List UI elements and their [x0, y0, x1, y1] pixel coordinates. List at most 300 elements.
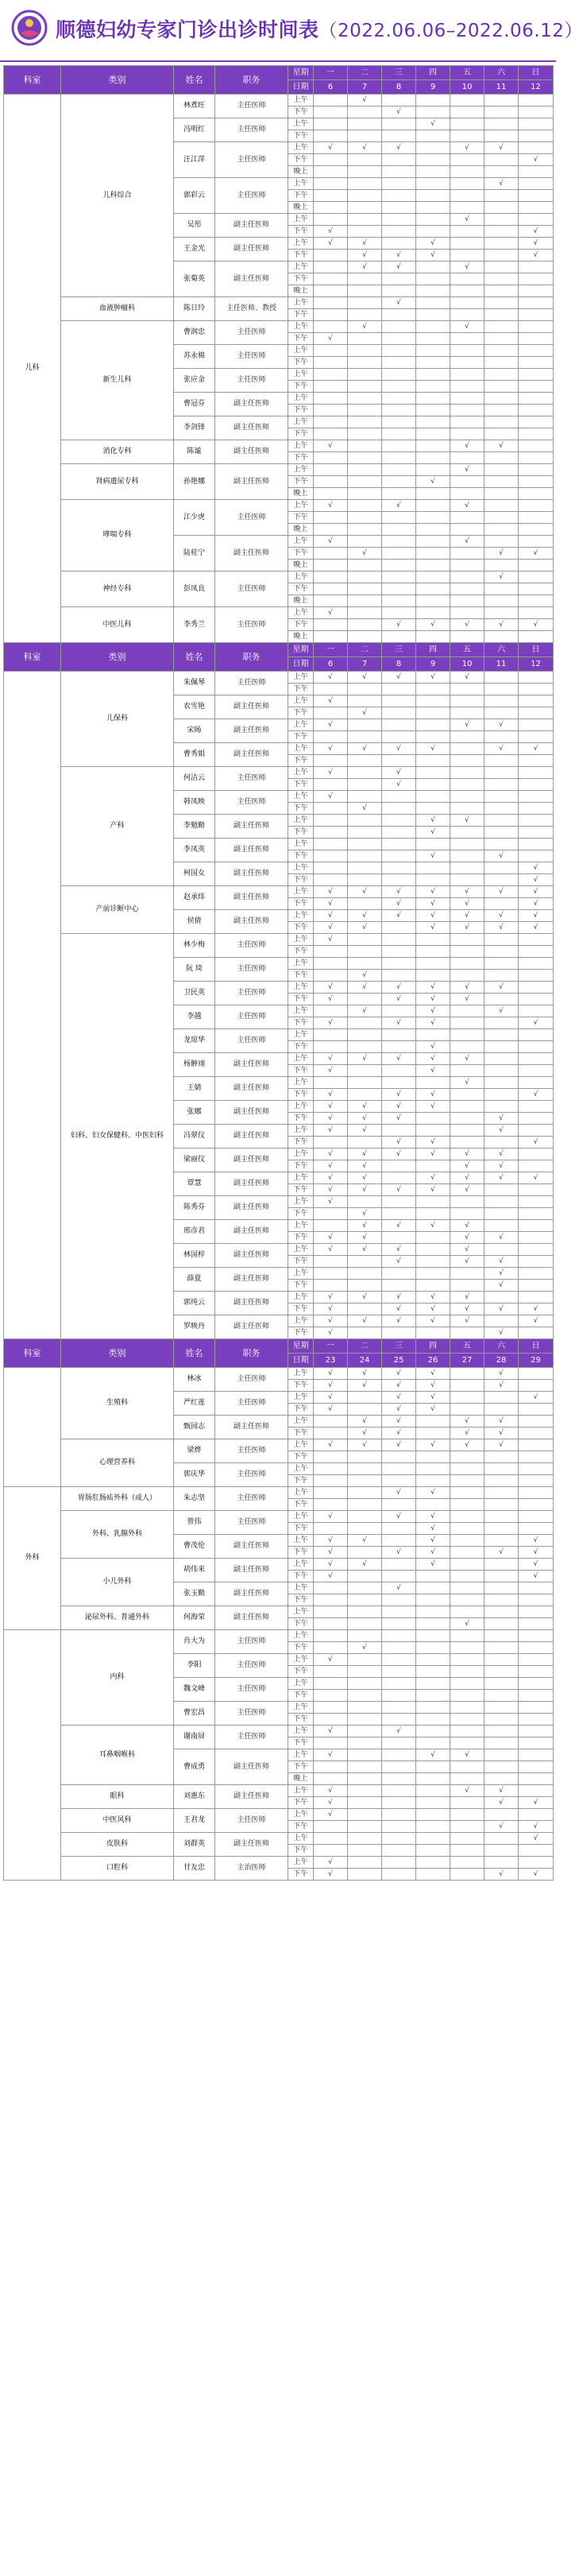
empty-slot — [519, 1208, 554, 1220]
empty-slot — [450, 1535, 485, 1547]
period-label: 下午 — [288, 827, 314, 839]
check-mark: √ — [450, 214, 485, 226]
empty-slot — [314, 1487, 348, 1499]
empty-slot — [519, 1149, 554, 1160]
empty-slot — [314, 95, 348, 107]
empty-slot — [519, 357, 554, 369]
empty-slot — [450, 1280, 485, 1292]
empty-slot — [519, 1427, 554, 1439]
empty-slot — [416, 166, 450, 178]
empty-slot — [450, 707, 485, 719]
doctor-title: 主任医师 — [215, 1368, 288, 1392]
empty-slot — [348, 1702, 382, 1714]
empty-slot — [485, 583, 519, 595]
empty-slot — [519, 488, 554, 500]
period-label: 上午 — [288, 1511, 314, 1523]
empty-slot — [382, 1797, 416, 1809]
empty-slot — [485, 1065, 519, 1077]
empty-slot — [416, 309, 450, 321]
empty-slot — [416, 958, 450, 970]
check-mark: √ — [314, 886, 348, 898]
check-mark: √ — [382, 910, 416, 922]
empty-slot — [348, 154, 382, 166]
empty-slot — [519, 1280, 554, 1292]
doctor-name: 何洁云 — [174, 767, 215, 791]
period-label: 下午 — [288, 154, 314, 166]
empty-slot — [382, 285, 416, 297]
doctor-name: 曹秀娟 — [174, 743, 215, 767]
empty-slot — [416, 1833, 450, 1845]
empty-slot — [382, 1773, 416, 1785]
schedule-row — [4, 1559, 554, 1571]
doctor-name: 曹润忠 — [174, 321, 215, 345]
weekday-label: 日 — [519, 66, 554, 80]
empty-slot — [382, 1125, 416, 1137]
doctor-title: 主任医师 — [215, 142, 288, 178]
empty-slot — [348, 595, 382, 607]
empty-slot — [348, 1499, 382, 1511]
period-label: 上午 — [288, 1315, 314, 1327]
check-mark: √ — [416, 982, 450, 994]
empty-slot — [416, 285, 450, 297]
empty-slot — [485, 1845, 519, 1857]
empty-slot — [450, 357, 485, 369]
empty-slot — [382, 548, 416, 560]
doctor-title: 副主任医师 — [215, 1149, 288, 1172]
period-label: 下午 — [288, 874, 314, 886]
empty-slot — [485, 476, 519, 488]
empty-slot — [416, 1427, 450, 1439]
empty-slot — [382, 190, 416, 202]
check-mark: √ — [314, 1149, 348, 1160]
empty-slot — [519, 1451, 554, 1463]
empty-slot — [450, 1089, 485, 1101]
doctor-title: 副主任医师 — [215, 1292, 288, 1315]
empty-slot — [314, 1256, 348, 1268]
empty-slot — [314, 1416, 348, 1427]
period-label: 上午 — [288, 1268, 314, 1280]
doctor-title: 副主任医师 — [215, 1582, 288, 1606]
category-cell: 中医儿科 — [61, 607, 174, 643]
date-label: 27 — [450, 1354, 485, 1368]
period-label: 上午 — [288, 1535, 314, 1547]
empty-slot — [314, 1137, 348, 1149]
empty-slot — [450, 1017, 485, 1029]
date-header: 日期 — [288, 1354, 314, 1368]
empty-slot — [450, 827, 485, 839]
empty-slot — [519, 130, 554, 142]
empty-slot — [519, 464, 554, 476]
empty-slot — [314, 548, 348, 560]
doctor-title: 主任医师 — [215, 1511, 288, 1535]
empty-slot — [450, 118, 485, 130]
check-mark: √ — [485, 1160, 519, 1172]
empty-slot — [314, 250, 348, 261]
schedule-row — [4, 1726, 554, 1737]
empty-slot — [485, 1773, 519, 1785]
check-mark: √ — [485, 1149, 519, 1160]
check-mark: √ — [450, 1256, 485, 1268]
empty-slot — [450, 1499, 485, 1511]
check-mark: √ — [450, 886, 485, 898]
period-label: 上午 — [288, 695, 314, 707]
period-label: 下午 — [288, 1380, 314, 1392]
check-mark: √ — [314, 1809, 348, 1821]
empty-slot — [382, 560, 416, 571]
empty-slot — [382, 512, 416, 524]
empty-slot — [450, 202, 485, 214]
empty-slot — [348, 1547, 382, 1559]
doctor-title: 副主任医师 — [215, 695, 288, 719]
doctor-name: 卫民英 — [174, 982, 215, 1005]
check-mark: √ — [382, 1137, 416, 1149]
empty-slot — [382, 95, 416, 107]
check-mark: √ — [314, 142, 348, 154]
period-label: 下午 — [288, 1160, 314, 1172]
empty-slot — [382, 1869, 416, 1881]
empty-slot — [519, 405, 554, 416]
empty-slot — [314, 1773, 348, 1785]
period-label: 上午 — [288, 1487, 314, 1499]
empty-slot — [348, 827, 382, 839]
check-mark: √ — [382, 1256, 416, 1268]
period-label: 上午 — [288, 536, 314, 548]
empty-slot — [382, 154, 416, 166]
empty-slot — [450, 1582, 485, 1594]
check-mark: √ — [348, 238, 382, 250]
empty-slot — [314, 1475, 348, 1487]
check-mark: √ — [450, 1232, 485, 1244]
empty-slot — [485, 130, 519, 142]
doctor-title: 主任医师 — [215, 767, 288, 791]
empty-slot — [416, 934, 450, 946]
dept-header: 科室 — [4, 643, 61, 672]
check-mark: √ — [519, 910, 554, 922]
empty-slot — [382, 970, 416, 982]
empty-slot — [416, 1821, 450, 1833]
empty-slot — [382, 1160, 416, 1172]
empty-slot — [348, 1869, 382, 1881]
date-label: 28 — [485, 1354, 519, 1368]
doctor-title: 主任医师 — [215, 934, 288, 958]
empty-slot — [485, 1089, 519, 1101]
empty-slot — [485, 934, 519, 946]
empty-slot — [416, 1327, 450, 1339]
doctor-title: 副主任医师 — [215, 1172, 288, 1196]
empty-slot — [519, 695, 554, 707]
empty-slot — [348, 226, 382, 238]
empty-slot — [382, 1463, 416, 1475]
period-label: 上午 — [288, 672, 314, 684]
doctor-title: 主任医师 — [215, 95, 288, 118]
empty-slot — [382, 1833, 416, 1845]
check-mark: √ — [382, 1427, 416, 1439]
empty-slot — [450, 607, 485, 619]
empty-slot — [314, 1630, 348, 1642]
period-label: 下午 — [288, 583, 314, 595]
empty-slot — [416, 178, 450, 190]
empty-slot — [450, 839, 485, 850]
empty-slot — [382, 1327, 416, 1339]
check-mark: √ — [485, 982, 519, 994]
check-mark: √ — [416, 619, 450, 631]
check-mark: √ — [314, 994, 348, 1005]
period-label: 下午 — [288, 452, 314, 464]
weekday-label: 五 — [450, 643, 485, 657]
empty-slot — [485, 1244, 519, 1256]
period-label: 下午 — [288, 1113, 314, 1125]
check-mark: √ — [314, 1571, 348, 1582]
empty-slot — [485, 1137, 519, 1149]
check-mark: √ — [519, 1089, 554, 1101]
empty-slot — [314, 571, 348, 583]
empty-slot — [416, 1773, 450, 1785]
empty-slot — [416, 583, 450, 595]
check-mark: √ — [450, 1439, 485, 1451]
empty-slot — [485, 1208, 519, 1220]
check-mark: √ — [314, 1785, 348, 1797]
empty-slot — [416, 1809, 450, 1821]
doctor-title: 主任医师 — [215, 1678, 288, 1702]
period-label: 上午 — [288, 142, 314, 154]
doctor-name: 张玉勤 — [174, 1582, 215, 1606]
empty-slot — [485, 416, 519, 428]
doctor-name: 王金光 — [174, 238, 215, 261]
empty-slot — [314, 862, 348, 874]
empty-slot — [416, 202, 450, 214]
empty-slot — [450, 1690, 485, 1702]
check-mark: √ — [485, 1368, 519, 1380]
empty-slot — [485, 428, 519, 440]
doctor-title: 主任医师 — [215, 571, 288, 607]
check-mark: √ — [416, 250, 450, 261]
empty-slot — [416, 767, 450, 779]
check-mark: √ — [485, 719, 519, 731]
check-mark: √ — [519, 619, 554, 631]
check-mark: √ — [348, 672, 382, 684]
period-label: 上午 — [288, 1630, 314, 1642]
doctor-name: 李剑锋 — [174, 416, 215, 440]
check-mark: √ — [314, 719, 348, 731]
empty-slot — [519, 1499, 554, 1511]
empty-slot — [450, 1005, 485, 1017]
check-mark: √ — [416, 1101, 450, 1113]
empty-slot — [348, 684, 382, 695]
period-label: 晚上 — [288, 631, 314, 643]
check-mark: √ — [348, 1380, 382, 1392]
empty-slot — [348, 1451, 382, 1463]
check-mark: √ — [382, 767, 416, 779]
period-label: 下午 — [288, 994, 314, 1005]
empty-slot — [450, 1666, 485, 1678]
check-mark: √ — [450, 1785, 485, 1797]
empty-slot — [519, 791, 554, 803]
empty-slot — [450, 405, 485, 416]
date-label: 12 — [519, 657, 554, 672]
doctor-title: 主任医师 — [215, 369, 288, 393]
check-mark: √ — [519, 1869, 554, 1881]
period-label: 上午 — [288, 1416, 314, 1427]
check-mark: √ — [416, 1511, 450, 1523]
empty-slot — [485, 214, 519, 226]
check-mark: √ — [314, 607, 348, 619]
weekday-header: 星期 — [288, 66, 314, 80]
doctor-title: 主任医师、教授 — [215, 297, 288, 321]
check-mark: √ — [348, 1535, 382, 1547]
empty-slot — [416, 595, 450, 607]
empty-slot — [314, 1451, 348, 1463]
doctor-title: 副主任医师 — [215, 1315, 288, 1339]
empty-slot — [314, 369, 348, 381]
check-mark: √ — [519, 874, 554, 886]
doctor-title: 副主任医师 — [215, 536, 288, 571]
schedule-row — [4, 1606, 554, 1618]
empty-slot — [416, 1845, 450, 1857]
empty-slot — [416, 1571, 450, 1582]
check-mark: √ — [348, 707, 382, 719]
period-label: 下午 — [288, 476, 314, 488]
period-label: 晚上 — [288, 595, 314, 607]
check-mark: √ — [450, 994, 485, 1005]
period-label: 上午 — [288, 607, 314, 619]
empty-slot — [519, 731, 554, 743]
doctor-title: 主任医师 — [215, 1726, 288, 1749]
doctor-name: 郭纯云 — [174, 1292, 215, 1315]
empty-slot — [450, 178, 485, 190]
empty-slot — [348, 1606, 382, 1618]
check-mark: √ — [348, 1244, 382, 1256]
empty-slot — [416, 190, 450, 202]
doctor-title: 副主任医师 — [215, 1220, 288, 1244]
empty-slot — [519, 583, 554, 595]
period-label: 下午 — [288, 1618, 314, 1630]
check-mark: √ — [314, 1244, 348, 1256]
empty-slot — [485, 898, 519, 910]
check-mark: √ — [348, 922, 382, 934]
check-mark: √ — [416, 1380, 450, 1392]
doctor-title: 主任医师 — [215, 672, 288, 695]
empty-slot — [519, 428, 554, 440]
empty-slot — [348, 178, 382, 190]
empty-slot — [348, 767, 382, 779]
period-label: 上午 — [288, 95, 314, 107]
empty-slot — [485, 1451, 519, 1463]
name-header: 姓名 — [174, 1339, 215, 1368]
schedule-row — [4, 1487, 554, 1499]
empty-slot — [348, 107, 382, 118]
period-label: 下午 — [288, 1327, 314, 1339]
empty-slot — [416, 731, 450, 743]
empty-slot — [416, 1606, 450, 1618]
schedule-row — [4, 321, 554, 333]
empty-slot — [382, 1559, 416, 1571]
empty-slot — [450, 1726, 485, 1737]
empty-slot — [416, 684, 450, 695]
empty-slot — [416, 1666, 450, 1678]
doctor-name: 谢南屏 — [174, 1726, 215, 1749]
check-mark: √ — [382, 1511, 416, 1523]
check-mark: √ — [416, 815, 450, 827]
check-mark: √ — [348, 1005, 382, 1017]
empty-slot — [519, 1380, 554, 1392]
hospital-logo-icon — [11, 10, 48, 46]
period-label: 晚上 — [288, 202, 314, 214]
doctor-title: 副主任医师 — [215, 1749, 288, 1785]
weekday-label: 三 — [382, 1339, 416, 1354]
empty-slot — [314, 583, 348, 595]
date-label: 25 — [382, 1354, 416, 1368]
doctor-name: 韩凤映 — [174, 791, 215, 815]
empty-slot — [485, 1809, 519, 1821]
empty-slot — [314, 178, 348, 190]
empty-slot — [348, 512, 382, 524]
doctor-name: 冯翠仪 — [174, 1125, 215, 1149]
schedule-row — [4, 1511, 554, 1523]
empty-slot — [382, 595, 416, 607]
empty-slot — [382, 731, 416, 743]
empty-slot — [314, 1280, 348, 1292]
period-label: 上午 — [288, 1029, 314, 1041]
date-label: 10 — [450, 657, 485, 672]
empty-slot — [348, 779, 382, 791]
empty-slot — [416, 261, 450, 273]
check-mark: √ — [348, 1368, 382, 1380]
empty-slot — [348, 1773, 382, 1785]
empty-slot — [348, 357, 382, 369]
page-title — [56, 14, 583, 43]
empty-slot — [382, 1475, 416, 1487]
empty-slot — [519, 684, 554, 695]
check-mark: √ — [416, 1005, 450, 1017]
empty-slot — [382, 850, 416, 862]
empty-slot — [382, 1618, 416, 1630]
empty-slot — [382, 1499, 416, 1511]
empty-slot — [314, 381, 348, 393]
check-mark: √ — [485, 1327, 519, 1339]
doctor-name: 张娜 — [174, 1101, 215, 1125]
empty-slot — [382, 1523, 416, 1535]
doctor-name: 陈秀芬 — [174, 1196, 215, 1220]
period-label: 晚上 — [288, 166, 314, 178]
empty-slot — [450, 1404, 485, 1416]
doctor-name: 严红莲 — [174, 1392, 215, 1416]
check-mark: √ — [314, 1101, 348, 1113]
empty-slot — [416, 631, 450, 643]
empty-slot — [416, 1160, 450, 1172]
empty-slot — [485, 1857, 519, 1869]
empty-slot — [450, 1487, 485, 1499]
empty-slot — [416, 1582, 450, 1594]
empty-slot — [450, 684, 485, 695]
check-mark: √ — [416, 1547, 450, 1559]
doctor-name: 孙艳娜 — [174, 464, 215, 500]
period-label: 下午 — [288, 1303, 314, 1315]
empty-slot — [416, 1280, 450, 1292]
check-mark: √ — [382, 1017, 416, 1029]
period-label: 下午 — [288, 946, 314, 958]
doctor-name: 李阳 — [174, 1654, 215, 1678]
doctor-title: 副主任医师 — [215, 440, 288, 464]
date-label: 7 — [348, 80, 382, 95]
check-mark: √ — [348, 743, 382, 755]
check-mark: √ — [382, 619, 416, 631]
empty-slot — [348, 958, 382, 970]
schedule-row — [4, 1630, 554, 1642]
empty-slot — [314, 166, 348, 178]
empty-slot — [519, 202, 554, 214]
empty-slot — [348, 695, 382, 707]
empty-slot — [314, 839, 348, 850]
